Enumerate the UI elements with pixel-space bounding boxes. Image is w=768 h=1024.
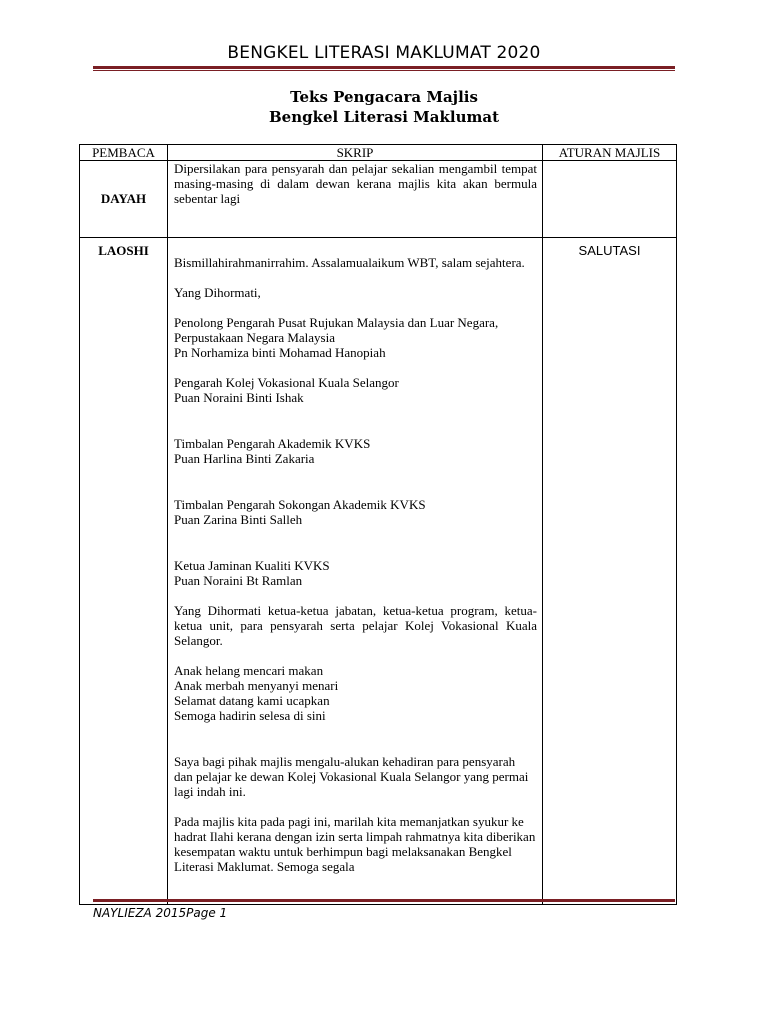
greeting-text: Bismillahirahmanirrahim. Assalamualaikum WBT, salam sejahtera.: [174, 255, 525, 270]
table-header-row: [80, 145, 677, 161]
column-header-skrip: SKRIP: [168, 145, 543, 161]
vip4-role: Timbalan Pengarah Sokongan Akademik KVKS: [174, 497, 426, 512]
reader-cell: LAOSHI: [80, 238, 168, 905]
vip2-role: Pengarah Kolej Vokasional Kuala Selangor: [174, 375, 399, 390]
footer-divider: [93, 899, 675, 902]
column-header-pembaca: PEMBACA: [80, 145, 168, 161]
document-title-line2: Bengkel Literasi Maklumat: [268, 108, 500, 126]
yang-dihormati-text: Yang Dihormati,: [174, 285, 261, 300]
closing-text: Pada majlis kita pada pagi ini, marilah kita memanjatkan syukur ke hadrat Ilahi kerana dengan izin serta limpah rahmatnya kita diberikan kesempatan waktu untuk berhimpun bagi melaksanakan Bengkel Literasi Maklumat. Semoga segala: [174, 814, 536, 874]
reader-cell: DAYAH: [80, 161, 168, 238]
document-title-line1: Teks Pengacara Majlis: [290, 88, 478, 106]
script-cell: [168, 238, 543, 905]
welcome-text: Saya bagi pihak majlis mengalu-alukan kehadiran para pensyarah dan pelajar ke dewan Kolej Vokasional Kuala Selangor yang permai lagi indah ini.: [174, 754, 529, 799]
page-header-title: BENGKEL LITERASI MAKLUMAT 2020: [227, 43, 541, 63]
header-divider-thin: [93, 70, 675, 71]
vip5-name: Puan Noraini Bt Ramlan: [174, 573, 303, 588]
vip3-role: Timbalan Pengarah Akademik KVKS: [174, 436, 371, 451]
header-divider: [93, 66, 675, 69]
vip3-name: Puan Harlina Binti Zakaria: [174, 451, 315, 466]
vip2-name: Puan Noraini Binti Ishak: [174, 390, 304, 405]
pantun-line3: Selamat datang kami ucapkan: [174, 693, 330, 708]
vip1-name: Pn Norhamiza binti Mohamad Hanopiah: [174, 345, 386, 360]
script-table: [79, 144, 677, 905]
table-row: [80, 161, 677, 238]
column-header-aturan-majlis: ATURAN MAJLIS: [543, 145, 677, 161]
vip1-role-line1: Penolong Pengarah Pusat Rujukan Malaysia dan Luar Negara,: [174, 315, 499, 330]
vip1-role-line2: Perpustakaan Negara Malaysia: [174, 330, 335, 345]
rule-cell: [543, 161, 677, 238]
document-title: [93, 87, 675, 127]
pantun-line1: Anak helang mencari makan: [174, 663, 324, 678]
rule-cell: SALUTASI: [543, 238, 677, 905]
footer-text: NAYLIEZA 2015Page 1: [93, 906, 228, 920]
pantun-line2: Anak merbah menyanyi menari: [174, 678, 339, 693]
vip5-role: Ketua Jaminan Kualiti KVKS: [174, 558, 330, 573]
vip4-name: Puan Zarina Binti Salleh: [174, 512, 303, 527]
script-cell: [168, 161, 543, 238]
script-text: Dipersilakan para pensyarah dan pelajar sekalian mengambil tempat masing-masing di dalam dewan kerana majlis kita akan bermula sebentar lagi: [174, 161, 537, 206]
dihormati-all-text: Yang Dihormati ketua-ketua jabatan, ketua-ketua program, ketua-ketua unit, para pensyarah serta pelajar Kolej Vokasional Kuala Selangor.: [174, 603, 537, 648]
pantun-line4: Semoga hadirin selesa di sini: [174, 708, 326, 723]
table-row: [80, 238, 677, 905]
